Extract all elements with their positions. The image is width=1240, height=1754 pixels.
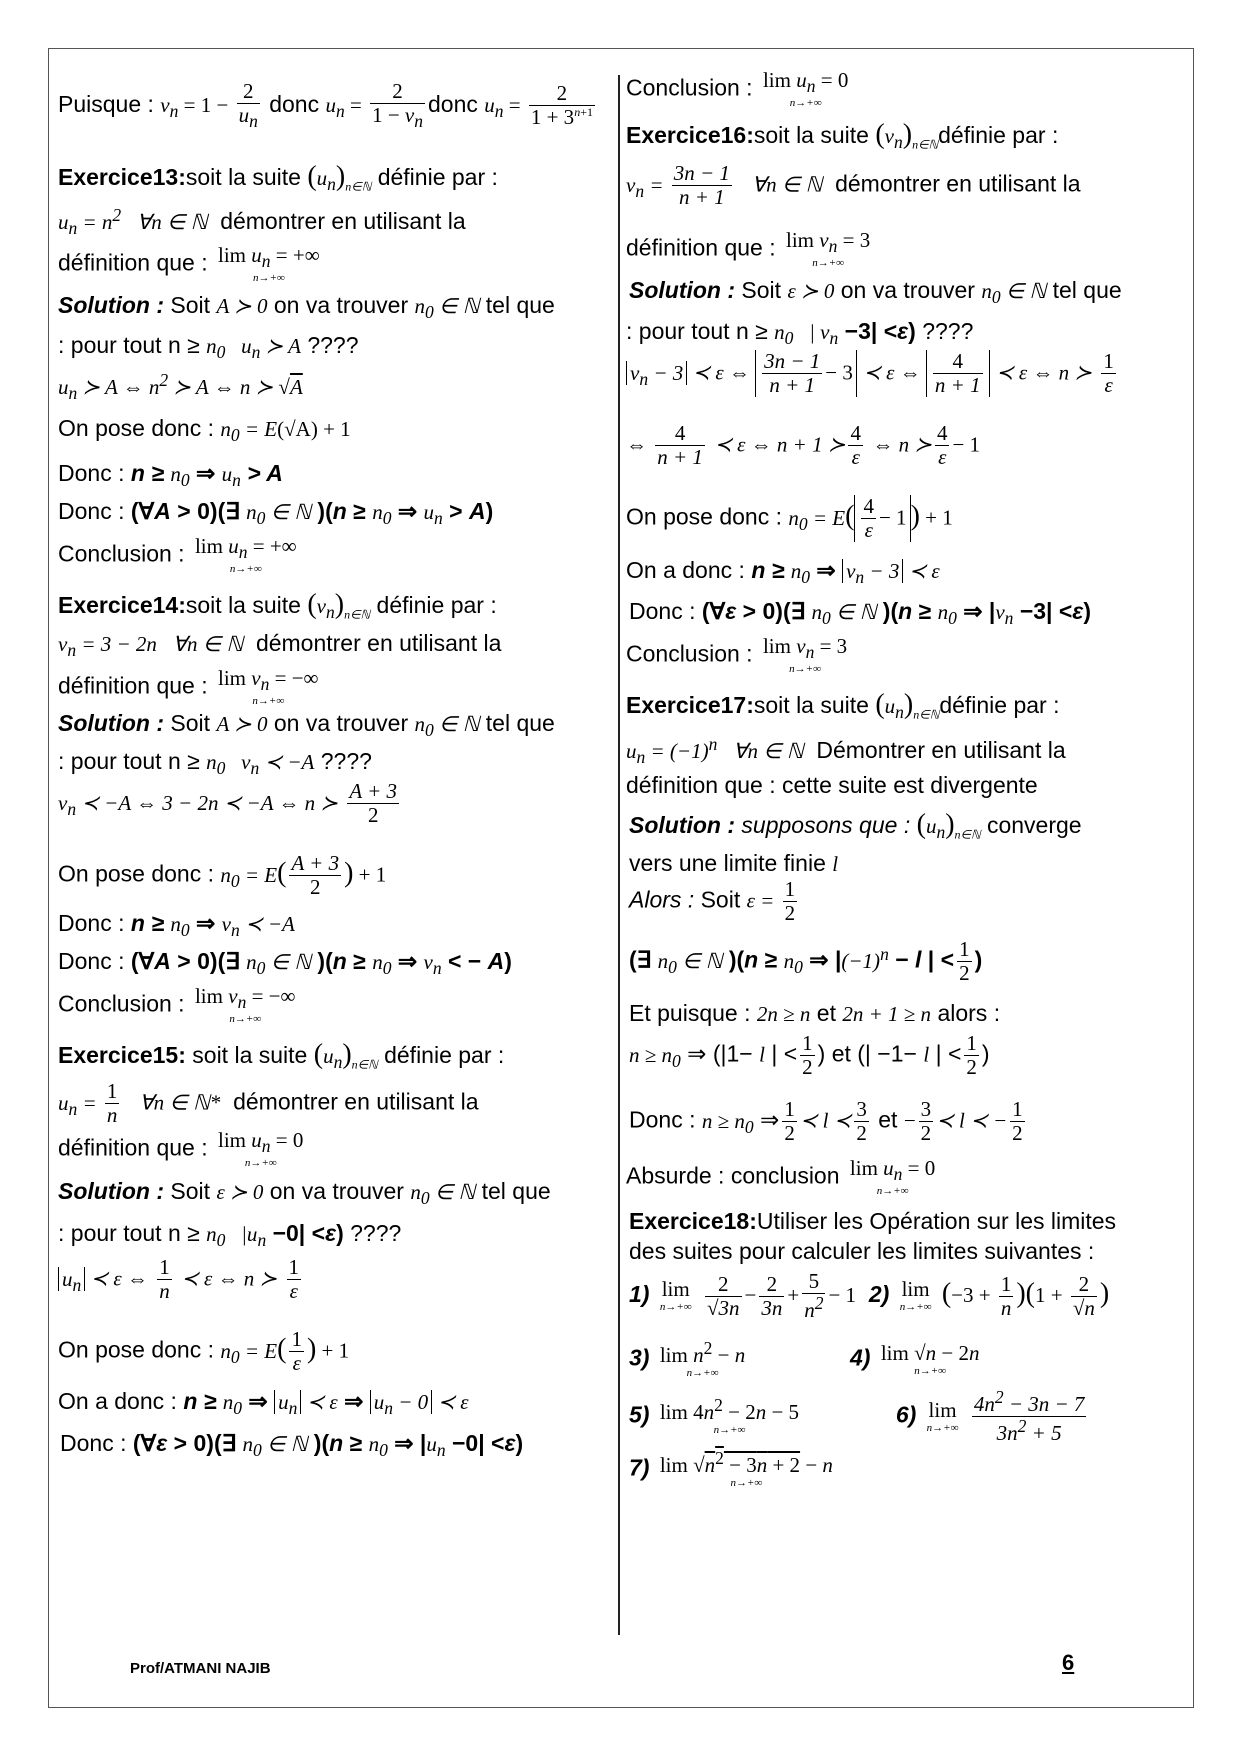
exercice18-item3-4: 3) $\lim n^2 - n$ n→+∞ 4) lim √n − 2n n→+∞ <box>629 1338 980 1379</box>
solution17-absurde: Absurde : conclusion $\lim u_n = 0$ n→+∞ <box>626 1156 936 1197</box>
page-number: 6 <box>1062 1650 1075 1675</box>
solution15-on-a-donc: On a donc : $n \ge n_0$ ⇒ $u_n$ ≺ ε ⇒ $u_n - 0$ ≺ ε <box>58 1388 469 1419</box>
footer-author: Prof/ATMANI NAJIB <box>130 1660 271 1677</box>
exercice18-item7: 7) $\lim √n^2 - 3n + 2 - n$ n→+∞ <box>629 1448 833 1489</box>
solution16-pose: On pose donc : $n_0 = E$( $\frac{4}{\varepsilon}$ − 1 ) + 1 <box>626 494 953 543</box>
exercice16-limit: définition que : $\lim v_n = 3$ n→+∞ <box>626 228 871 269</box>
exercice14-heading: Exercice14:soit la suite $(v_n)_{n\in ℕ}$ définie par : <box>58 589 497 623</box>
exercice18-item1-2: 1) lim n→+∞ $\frac{2}{√3n}$ − $\frac{2}{3n}$ + $\frac{5}{n^2}$ − 1 2) lim n→+∞ (−3 + $\frac{1}{n}$ )(1 + $\frac{2}{√n}$ ) <box>629 1269 1110 1323</box>
exercice18-item5-6: 5) $\lim 4n^2 - 2n - 5$ n→+∞ 6) lim n→+∞ $\frac{4n^2 - 3n - 7}{3n^2 + 5}$ <box>629 1387 1085 1446</box>
solution15-line: Solution : Soit ε ≻ 0 on va trouver $n_0$ ∈ ℕ tel que <box>58 1178 551 1209</box>
conclusion16: Conclusion : $\lim v_n = 3$ n→+∞ <box>626 634 848 675</box>
solution14-donc2: Donc : (∀A > 0)(∃ $n_0$ ∈ ℕ )($n \ge n_0$ ⇒ $v_n$ < − A) <box>58 948 512 979</box>
solution14-conclusion: Conclusion : $\lim v_n$ = −∞ n→+∞ <box>58 984 296 1025</box>
exercice18-heading: Exercice18:Utiliser les Opération sur les limites <box>629 1208 1117 1234</box>
solution16-line: Solution : Soit ε ≻ 0 on va trouver $n_0$ ∈ ℕ tel que <box>629 277 1122 308</box>
solution13-donc2: Donc : (∀A > 0)(∃ $n_0$ ∈ ℕ )($n \ge n_0$ ⇒ $u_n > A$) <box>58 498 494 529</box>
exercice15-def: $u_n$ = $\frac{1}{n}$ ∀n ∈ ℕ* démontrer en utilisant la <box>58 1079 479 1128</box>
solution15-pour-tout: : pour tout $n \ge n_0$ $|u_n -0| <\varepsilon$) ???? <box>58 1220 402 1251</box>
solution14-pour-tout: : pour tout $n \ge n_0$ $v_n$ ≺ −A ???? <box>58 748 372 779</box>
solution17-puisque: Et puisque : 2n ≥ n et 2n + 1 ≥ n alors : <box>629 1000 1001 1026</box>
puisque-line: Puisque : $v_n = 1$ − $\frac{2}{u_n}$ donc $u_n$ = $\frac{2}{1 - v_n}$ donc $u_n$ = $\frac{2}{1 + 3^{n+1}}$ <box>58 79 593 132</box>
solution17-donc: Donc : $n \ge n_0$ ⇒ $\frac{1}{2}$ ≺ l ≺ $\frac{3}{2}$ et − $\frac{3}{2}$ ≺ l ≺ − $\frac{1}{2}$ <box>629 1097 1023 1146</box>
solution13-line: Solution : Soit A ≻ 0 on va trouver $n_0$ ∈ ℕ tel que <box>58 292 555 323</box>
solution17-limite: vers une limite finie l <box>629 850 839 876</box>
exercice13-def: $u_n = n^2$ ∀n ∈ ℕ démontrer en utilisant la <box>58 205 466 239</box>
solution13-equiv: $u_n$ ≻ A ⇔ $n^2$ ≻ A ⇔ n ≻ √A <box>58 370 303 404</box>
exercice13-limit: définition que : $\lim u_n$ = +∞ n→+∞ <box>58 243 320 284</box>
solution14-equiv: $v_n$ ≺ −A ⇔ 3 − 2n ≺ −A ⇔ n ≻ $\frac{A + 3}{2}$ <box>58 779 398 828</box>
exercice14-def: $v_n = 3 - 2n$ ∀n ∈ ℕ démontrer en utilisant la <box>58 630 502 661</box>
column-divider <box>618 75 620 1635</box>
exercice18-text: des suites pour calculer les limites suivantes : <box>629 1238 1095 1264</box>
exercice16-heading: Exercice16:soit la suite $(v_n)_{n\in ℕ}définie$ par : <box>626 119 1059 153</box>
exercice17-def: $u_n = (-1)^n$ ∀n ∈ ℕ Démontrer en utilisant la <box>626 734 1066 768</box>
exercice13-heading: Exercice13:soit la suite $(u_n)_{n\in ℕ}$ définie par : <box>58 161 498 195</box>
exercice17-heading: Exercice17:soit la suite $(u_n)_{n\in ℕ}définie$ par : <box>626 689 1060 723</box>
solution16-donc2: Donc : (∀ε > 0)(∃ $n_0$ ∈ ℕ )($n \ge n_0$ ⇒ $|v_n -3| <\varepsilon$) <box>629 598 1091 629</box>
solution17-alors: Alors : Soit ε = $\frac{1}{2}$ <box>629 877 796 926</box>
solution14-pose: On pose donc : $n_0 = E$( $\frac{A + 3}{2}$ ) + 1 <box>58 851 387 900</box>
exercice14-limit: définition que : $\lim v_n$ = −∞ n→+∞ <box>58 666 319 707</box>
exercice15-heading: Exercice15: soit la suite $(u_n)_{n\in ℕ}$ définie par : <box>58 1039 505 1073</box>
solution13-pose: On pose donc : $n_0 = E(√A) + 1$ <box>58 415 351 446</box>
solution13-conclusion: Conclusion : $\lim u_n$ = +∞ n→+∞ <box>58 534 297 575</box>
solution15-equiv: $u_n$ ≺ ε ⇔ $\frac{1}{n}$ ≺ ε ⇔ n ≻ $\frac{1}{\varepsilon}$ <box>58 1256 304 1303</box>
solution16-equiv2: ⇔ $\frac{4}{n + 1}$ ≺ ε ⇔ n + 1 ≻ $\frac{4}{\varepsilon}$ ⇔ n ≻ $\frac{4}{\varepsilon}$ − 1 <box>626 421 981 470</box>
solution17-implication: $n \ge n_0$ ⇒ (|1− l | < $\frac{1}{2}$ ) et (| −1− l | < $\frac{1}{2}$ ) <box>629 1031 990 1080</box>
solution17-line: Solution : supposons que : $(u_n)_{n\in ℕ}$ converge <box>629 809 1082 843</box>
solution13-pour-tout: : pour tout $n \ge n_0$ $u_n$ ≻ A ???? <box>58 332 359 363</box>
exercice17-divergente: définition que : cette suite est divergente <box>626 772 1038 798</box>
solution16-equiv1: $v_n - 3$ ≺ ε ⇔ $\frac{3n - 1}{n + 1}$ − 3 ≺ ε ⇔ $\frac{4}{n + 1}$ ≺ ε ⇔ n ≻ $\frac{1}{\varepsilon}$ <box>626 350 1119 397</box>
solution13-donc: Donc : $n \ge n_0$ ⇒ $u_n > A$ <box>58 460 283 491</box>
solution14-line: Solution : Soit A ≻ 0 on va trouver $n_0$ ∈ ℕ tel que <box>58 710 555 741</box>
solution16-pour-tout: : pour tout $n \ge n_0$ | $v_n -3| <\varepsilon$) ???? <box>626 318 974 349</box>
solution15-pose: On pose donc : $n_0 = E$( $\frac{1}{\varepsilon}$ ) + 1 <box>58 1327 350 1376</box>
exercice15-limit: définition que : $\lim u_n = 0$ n→+∞ <box>58 1128 304 1169</box>
solution15-donc2: Donc : (∀ε > 0)(∃ $n_0$ ∈ ℕ )($n \ge n_0$ ⇒ $|u_n -0| <\varepsilon$) <box>60 1430 524 1461</box>
exercice16-def: $v_n$ = $\frac{3n - 1}{n + 1}$ ∀n ∈ ℕ démontrer en utilisant la <box>626 161 1081 210</box>
solution14-donc: Donc : $n \ge n_0$ ⇒ $v_n$ ≺ −A <box>58 910 295 941</box>
conclusion15: Conclusion : $\lim u_n = 0$ n→+∞ <box>626 68 849 109</box>
solution17-exists: (∃ $n_0$ ∈ ℕ )($n \ge n_0$ ⇒ $|(-1)^n - l$ | < $\frac{1}{2}$ ) <box>629 937 983 986</box>
solution16-on-a-donc: On a donc : $n \ge n_0$ ⇒ $v_n - 3$ ≺ ε <box>626 557 940 588</box>
